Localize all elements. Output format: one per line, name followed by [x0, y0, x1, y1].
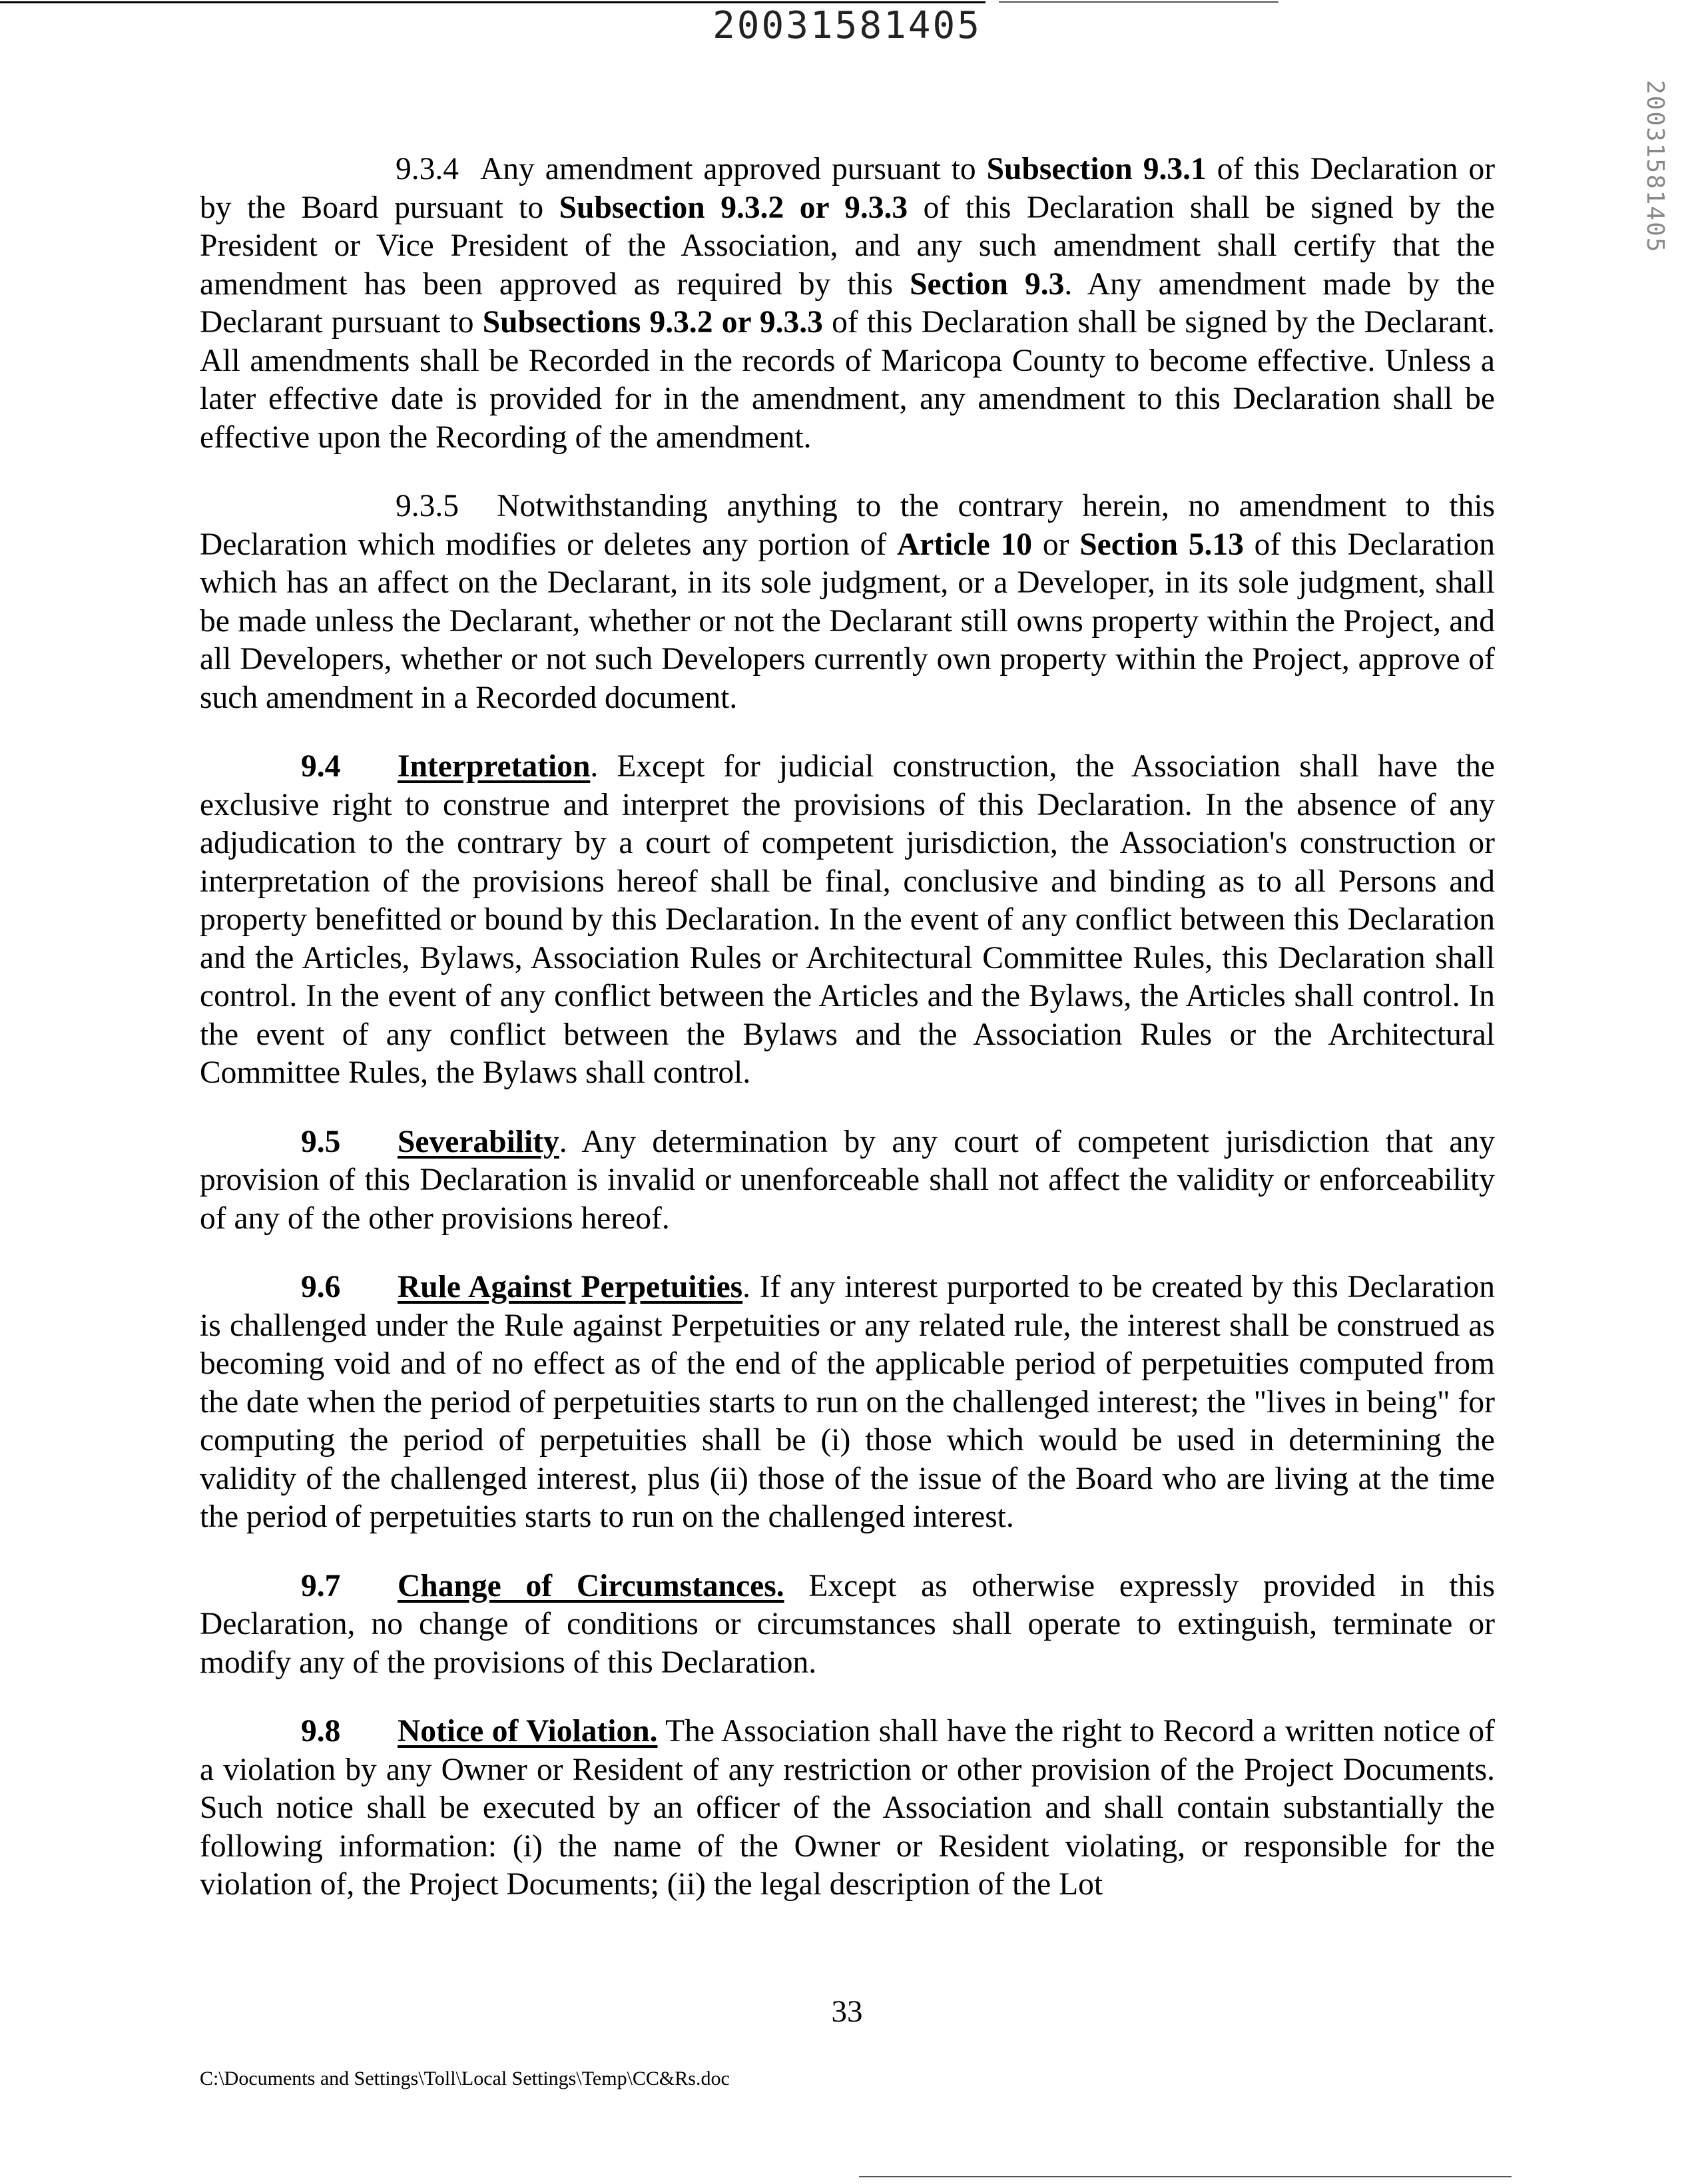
text-run: Any amendment approved pursuant to	[480, 152, 987, 186]
text-run: of this Declaration or by the Board pursuant to	[200, 152, 1496, 225]
section-number: 9.6	[301, 1270, 341, 1304]
bold-reference: Subsection 9.3.1	[986, 152, 1207, 186]
bold-reference: Section 9.3	[910, 266, 1065, 302]
bold-reference: Subsection 9.3.2 or 9.3.3	[559, 190, 908, 225]
paragraph-9-3-5	[200, 487, 1495, 717]
section-number: 9.5	[301, 1124, 341, 1159]
section-title: Interpretation	[398, 749, 591, 784]
section-text: The Association shall have the right to Record a written notice of a violation by any Owner or Resident of any restriction or other provision of the Project Documents. Such notice shall be executed by an officer of the Association and shall contain substantially the following information: (i) the name of the Owner or Resident violating, or responsible for the violation of, the Project Documents; (ii) the legal description of the Lot	[200, 1714, 1495, 1902]
top-rule-right	[999, 1, 1278, 3]
side-stamp: 20031581405	[1641, 80, 1669, 254]
section-title: Change of Circumstances.	[398, 1568, 784, 1603]
bold-reference: Article 10	[896, 527, 1033, 562]
paragraph-number: 9.3.4	[396, 152, 459, 186]
recording-number: 20031581405	[712, 4, 982, 47]
section-text: . Any determination by any court of competent jurisdiction that any provision of this Declaration is invalid or unenforceable shall not affect the validity or enforceability of any of the other provisions hereof.	[200, 1124, 1495, 1236]
page-number: 33	[831, 1994, 863, 2029]
text-run: of this Declaration shall be signed by the Declarant. All amendments shall be Recorded in the records of Maricopa County to become effective. Unless a later effective date is provided for in the amendment, any amendment to this Declaration shall be effective upon the Recording of the amendment.	[200, 305, 1495, 455]
top-rule	[0, 1, 986, 3]
section-9-7	[200, 1567, 1495, 1683]
section-number: 9.7	[301, 1568, 341, 1603]
section-9-6	[200, 1268, 1495, 1537]
section-title: Notice of Violation.	[398, 1714, 658, 1749]
section-number: 9.8	[301, 1714, 341, 1749]
section-title: Severability	[398, 1124, 559, 1159]
bold-reference: Subsections 9.3.2 or 9.3.3	[482, 305, 823, 340]
body-text	[200, 150, 1495, 1935]
section-number: 9.4	[301, 749, 341, 784]
section-9-8	[200, 1713, 1495, 1904]
section-9-4	[200, 748, 1495, 1093]
text-run: . Any amendment made by the Declarant pursuant to	[200, 266, 1495, 340]
text-run: or	[1032, 527, 1080, 562]
footer-file-path: C:\Documents and Settings\Toll\Local Settings\Temp\CC&Rs.doc	[200, 2067, 730, 2089]
bottom-rule	[859, 2176, 1512, 2177]
paragraph-text	[200, 489, 1495, 715]
text-run: Notwithstanding anything to the contrary herein, no amendment to this Declaration which modifies or deletes any portion of	[200, 489, 1495, 562]
paragraph-number: 9.3.5	[396, 489, 459, 523]
text-run: of this Declaration which has an affect on the Declarant, in its sole judgment, or a Developer, in its sole judgment, shall be made unless the Declarant, whether or not the Declarant still owns property within the Project, and all Developers, whether or not such Developers currently own property within the Project, approve of such amendment in a Recorded document.	[200, 527, 1495, 715]
text-run: of this Declaration shall be signed by the President or Vice President of the Association, and any such amendment shall certify that the amendment has been approved as required by this	[200, 190, 1495, 302]
section-title: Rule Against Perpetuities	[398, 1270, 743, 1304]
bold-reference: Section 5.13	[1079, 527, 1244, 562]
paragraph-9-3-4	[200, 150, 1495, 457]
paragraph-text	[200, 152, 1495, 455]
section-text: . If any interest purported to be created by this Declaration is challenged under the Rule against Perpetuities or any related rule, the interest shall be construed as becoming void and of no effect as of the end of the applicable period of perpetuities computed from the date when the period of perpetuities starts to run on the challenged interest; the "lives in being" for computing the period of perpetuities shall be (i) those which would be used in determining the validity of the challenged interest, plus (ii) those of the issue of the Board who are living at the time the period of perpetuities starts to run on the challenged interest.	[200, 1270, 1496, 1534]
section-text: Except as otherwise expressly provided in this Declaration, no change of conditions or circumstances shall operate to extinguish, terminate or modify any of the provisions of this Declaration.	[200, 1568, 1496, 1680]
section-text: . Except for judicial construction, the Association shall have the exclusive right to construe and interpret the provisions of this Declaration. In the absence of any adjudication to the contrary by a court of competent jurisdiction, the Association's construction or interpretation of the provisions hereof shall be final, conclusive and binding as to all Persons and property benefitted or bound by this Declaration. In the event of any conflict between this Declaration and the Articles, Bylaws, Association Rules or Architectural Committee Rules, this Declaration shall control. In the event of any conflict between the Articles and the Bylaws, the Articles shall control. In the event of any conflict between the Bylaws and the Association Rules or the Architectural Committee Rules, the Bylaws shall control.	[200, 749, 1495, 1090]
section-9-5	[200, 1123, 1495, 1238]
